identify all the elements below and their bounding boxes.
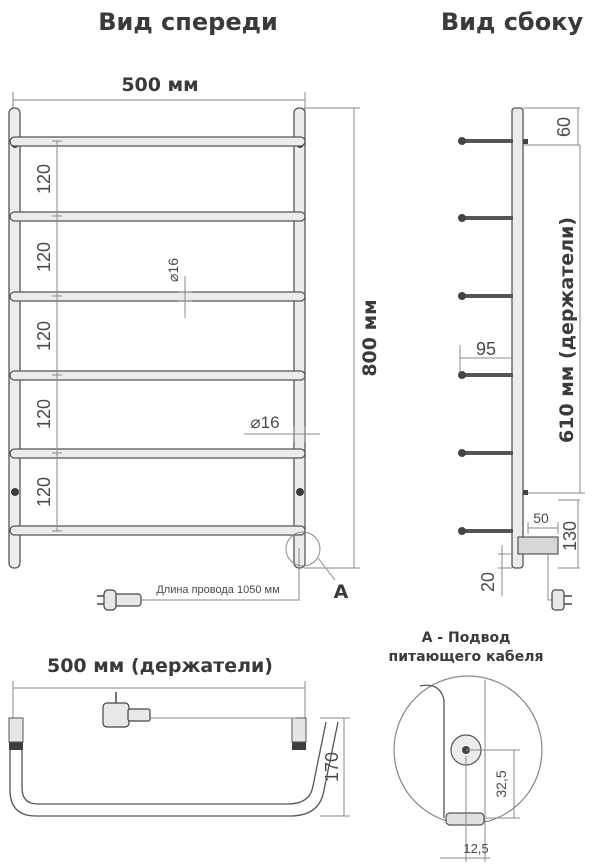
spacing-label: 120	[34, 476, 54, 508]
right-post	[294, 108, 305, 568]
wall-holder	[523, 490, 528, 495]
side-view-title: Вид сбоку	[440, 8, 584, 36]
detail-height-label: 32,5	[493, 770, 509, 798]
bottom-height-label: 130	[560, 520, 580, 552]
cable-length-label: Длина провода 1050 мм	[156, 584, 280, 596]
side-rung	[458, 292, 513, 300]
spacing-label: 120	[34, 320, 54, 352]
side-rung	[458, 137, 513, 145]
bottom-gap-label: 50	[533, 510, 549, 526]
detail-title-line2: питающего кабеля	[388, 649, 544, 665]
bottom-cap	[446, 813, 484, 825]
front-view-title: Вид спереди	[98, 8, 278, 36]
detail-pipe-left	[420, 685, 444, 818]
detail-title-line1: А - Подвод	[421, 630, 511, 646]
post-diameter-label: ⌀16	[250, 413, 280, 432]
height-label: 800 мм	[359, 299, 381, 377]
plug-icon	[97, 590, 141, 610]
detail-width-label: 12,5	[463, 841, 489, 856]
top-view	[9, 655, 350, 816]
side-view	[458, 108, 585, 610]
wall-holder	[297, 489, 304, 496]
top-view-title: 500 мм (держатели)	[46, 655, 274, 677]
side-rung	[458, 371, 513, 379]
side-rung	[458, 214, 513, 222]
plug-icon	[552, 590, 572, 610]
u-rail-inner	[22, 720, 326, 804]
side-rung	[458, 449, 513, 457]
width-label: 500 мм	[121, 74, 199, 96]
spacing-label: 120	[34, 241, 54, 273]
side-rung	[458, 527, 513, 535]
pipe-diameter-label: ⌀16	[165, 257, 181, 283]
side-post	[512, 108, 523, 568]
spacing-label: 120	[34, 398, 54, 430]
wall-holder	[523, 139, 528, 144]
depth-label: 95	[475, 339, 497, 359]
front-view	[9, 74, 381, 610]
cable-entry-box	[518, 537, 558, 554]
top-offset-label: 60	[554, 116, 574, 138]
spacing-label: 120	[34, 163, 54, 195]
detail-view	[389, 630, 544, 862]
wall-holder	[12, 489, 19, 496]
left-post	[9, 108, 20, 568]
top-depth-label: 170	[322, 751, 342, 783]
holders-label: 610 мм (держатели)	[556, 216, 578, 444]
detail-marker: А	[333, 581, 349, 603]
floor-offset-label: 20	[478, 571, 498, 593]
u-rail-outer	[10, 720, 338, 816]
plug-icon	[103, 692, 150, 727]
